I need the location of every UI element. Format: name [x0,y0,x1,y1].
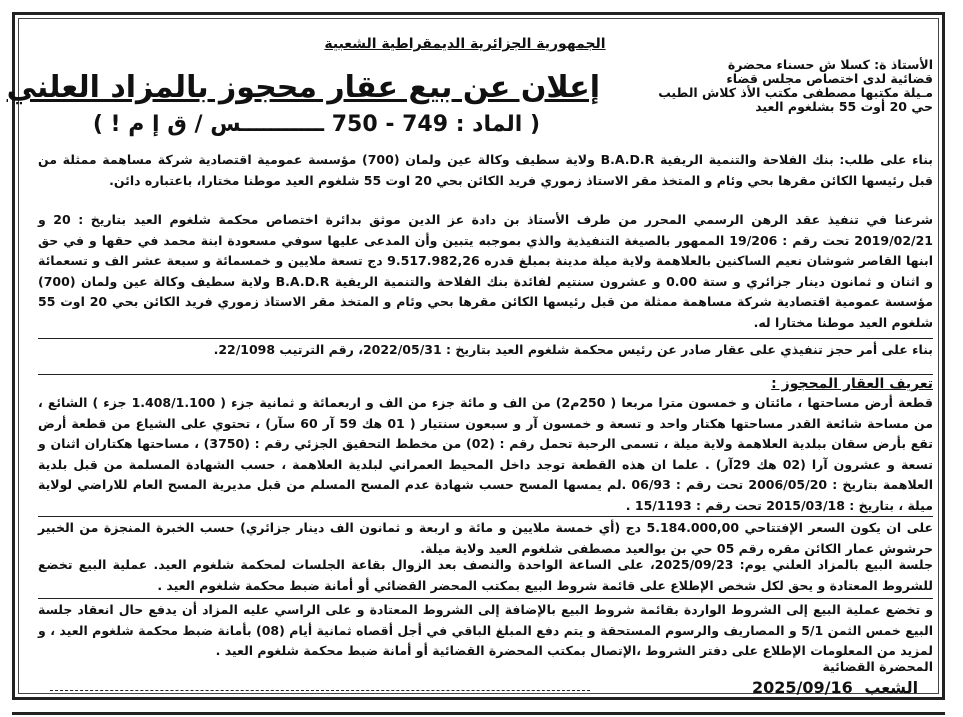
divider [38,516,933,517]
opening-price-paragraph: على ان يكون السعر الإفتتاحي 5.184.000,00 دج (أي خمسة ملايين و مائة و اربعة و ثمانون الف دينار جزائري) حسب الخبرة المنجزة من الخبير حرشوش عمار الكائن مقره رقم 05 حي بن بوالعيد مصطفى شلغوم العيد ولاية ميلة. [38,520,933,556]
divider [38,338,933,339]
footer-source [746,678,918,697]
sale-conditions-paragraph: و تخضع عملية البيع إلى الشروط الواردة بقائمة شروط البيع بالإضافة إلى الشروط المعتادة و على الراسي عليه المزاد أن يدفع حال انعقاد جلسة البيع خمس الثمن 5/1 و المصاريف والرسوم المستحقة و يتم دفع المبلغ الباقي في أجل أقصاه ثمانية أيام (08) بأمانة ضبط محكمة شلغوم العيد ، و لمزيد من المعلومات الإطلاع على دفتر الشروط ،الإتصال بمكتب المحضرة القضائية أو أمانة ضبط محكمة شلغوم العيد . [38,602,934,658]
mortgage-paragraph: شرعنا في تنفيذ عقد الرهن الرسمي المحرر من طرف الأستاذ بن دادة عز الدين موثق بدائرة اختصاص محكمة شلغوم العيد بتاريخ : 20 و 2019/02/21 تحت رقم : 19/206 الممهور بالصيغة التنفيذية والذي بموجبه يتبين وأن المدعى عليها سوفي مسعودة ابنة محمد في حقها و في حق ابنها القاصر شوشان نعيم الساكنين بالعلاهمة ولاية ميلة مدينة بمبلغ قدره 9.517.982,26 دج تسعة ملايين و خمسمائة و سبعة عشر الف و تسعمائة و اثنان و ثمانون دينار جزائري و ستة 0.00 و عشرون سنتيم لفائدة بنك الفلاحة والتنمية الريفية B.A.D.R ولاية سطيف وكالة عين ولمان (700) مؤسسة عمومية اقتصادية شركة مساهمة ممثلة من قبل رئيسها الكائن مقرها بحي وئام و المتخذ مقر الاستاذ زموري فريد الكائن بحي 20 اوت 55 شلغوم العيد موطنا مختارا له. [38,212,934,330]
publication-date: 2025/09/16 [752,678,853,697]
property-description-paragraph: قطعة أرض مساحتها ، مائتان و خمسون مترا مربعا ( 250م2) من الف و مائة جزء من الف و اربعمائة و ثمانية جزء ( 1.408/1.100 جزء ) الشائع ، من مساحة شائعة القدر مساحتها هكتار واحد و تسعة و خمسون آر و سبعون سنتيار ( 01 هك 59 آر 60 سآر) ، تحتوي على الشياع من قطعة أرض تقع بأرض سقان ببلدية العلاهمة ولاية ميلة ، تسمى الرحبة تحمل رقم : (02) من مخطط التحقيق الجزئي رقم : (3750) ، مساحتها هكتاران اثنان و تسعة و عشرون آرا (02 هك 29آر) . علما ان هذه القطعة توجد داخل المحيط العمراني لبلدية العلاهمة ، حسب الشهادة المسلمة من قبل بلدية العلاهمة بتاريخ : 2006/05/20 تحت رقم : 06/93 .لم يمسها المسح حسب شهادة عدم المسح المسلم من قبل مديرية المسح العام للاراضي لولاية ميلة ، بتاريخ : 2015/03/18 تحت رقم : 15/1193 . [38,395,933,513]
lawyer-line: حي 20 أوت 55 بشلغوم العيد [755,99,933,114]
seizure-order-paragraph: بناء على أمر حجز تنفيذي على عقار صادر عن رئيس محكمة شلغوم العيد بتاريخ : 2022/05/31، رقم الترتيب 22/1098. [213,342,933,357]
office-signature: المحضرة القضائية [822,659,933,674]
lawyer-line: الأستاذ ة: كسلا ش حسناء محضرة [727,57,933,72]
case-number: ( الماد : 749 - 750 ـــــــــــس / ق إ م ! ) [92,112,540,137]
announcement-title: إعلان عن بيع عقار محجوز بالمزاد العلني [6,70,600,105]
republic-heading: الجمهورية الجزائرية الديمقراطية الشعبية [324,36,606,52]
lawyer-line: مـيلة مكتبها مصطفى مكتب الأذ كلاش الطيب [658,85,933,100]
property-section-title: تعريف العقار المحجوز : [771,376,933,392]
divider [38,598,933,599]
dashed-divider [50,690,590,691]
footer-rule [12,712,945,715]
auction-session-paragraph: جلسة البيع بالمزاد العلني يوم: 2025/09/23، على الساعة الواحدة والنصف بعد الزوال بقاعة الجلسات لمحكمة شلغوم العيد. عملية البيع تخضع للشروط المعتادة و يحق لكل شخص الإطلاع على قائمة شروط البيع بمكتب المحضر القضائي أو أمانة ضبط محكمة شلغوم العيد . [38,557,934,593]
lawyer-line: قضائية لدى اختصاص مجلس قضاء [726,71,933,86]
newspaper-name: الشعب [864,678,919,697]
lawyer-block [573,58,933,114]
divider [38,374,933,375]
request-paragraph: بناء على طلب: بنك الفلاحة والتنمية الريفية B.A.D.R ولاية سطيف وكالة عين ولمان (700) مؤسسة عمومية اقتصادية شركة مساهمة ممثلة من قبل رئيسها الكائن مقرها بحي وئام و المتخذ مقر الاستاذ زموري فريد الكائن بحي 20 اوت 55 شلغوم العيد موطنا مختارا، باعتباره دائن. [38,152,933,188]
